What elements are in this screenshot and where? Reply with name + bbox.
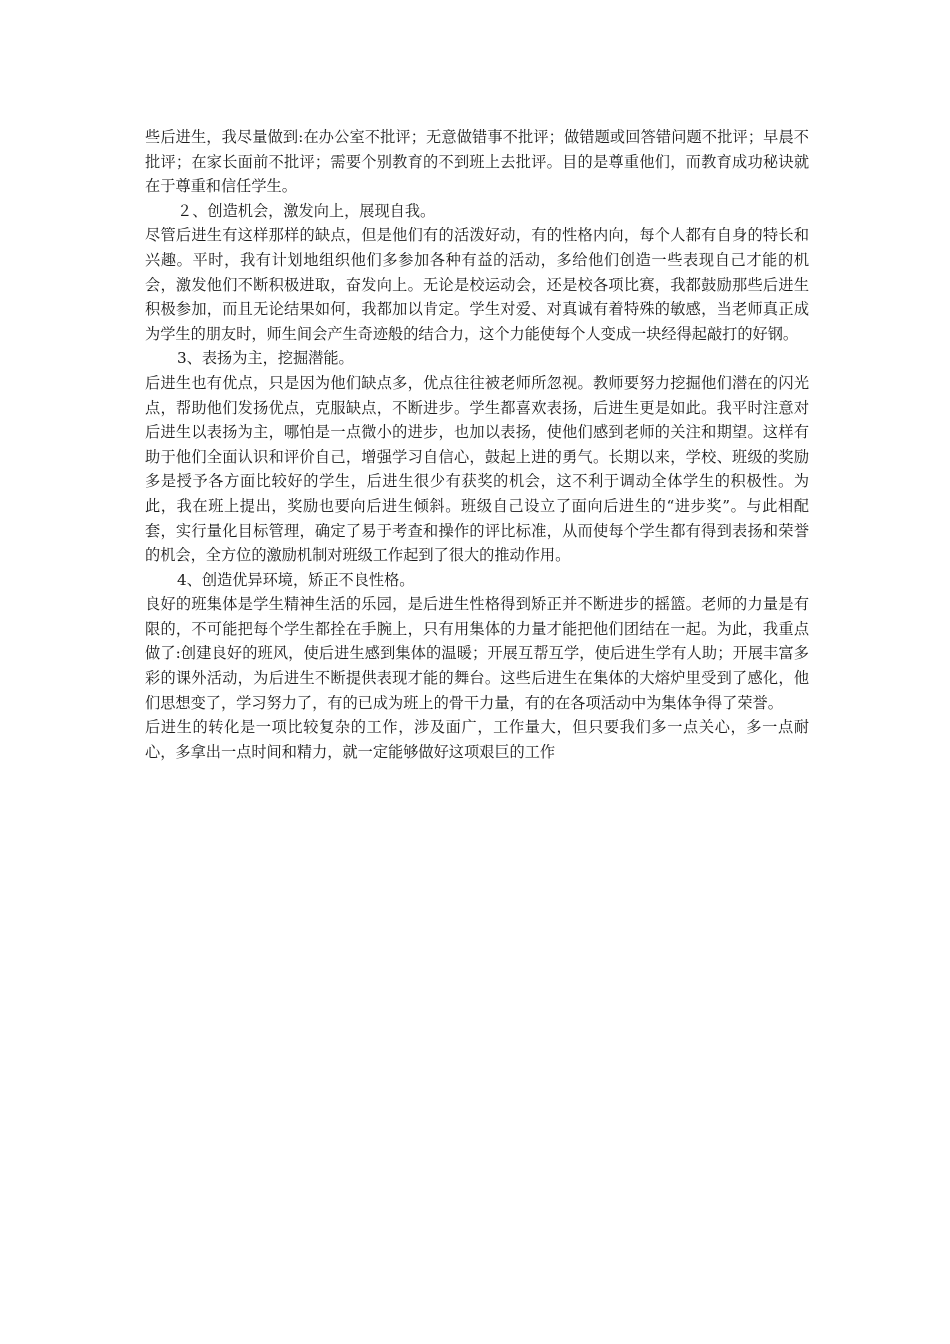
section-heading-2: ２、创造机会，激发向上，展现自我。 [177,201,436,220]
paragraph-conclusion: 后进生的转化是一项比较复杂的工作，涉及面广，工作量大，但只要我们多一点关心，多一点耐心，多拿出一点时间和精力，就一定能够做好这项艰巨的工作 [145,718,809,761]
paragraph-2: 尽管后进生有这样那样的缺点，但是他们有的活泼好动，有的性格内向，每个人都有自身的特长和兴趣。平时，我有计划地组织他们多参加各种有益的活动，多给他们创造一些表现自己才能的机会，激发他们不断积极进取，奋发向上。无论是校运动会，还是校各项比赛，我都鼓励那些后进生积极参加，而且无论结果如何，我都加以肯定。学生对爱、对真诚有着特殊的敏感，当老师真正成为学生的朋友时，师生间会产生奇迹般的结合力，这个力能使每个人变成一块经得起敲打的好钢。 [145,226,809,343]
paragraph-3: 后进生也有优点，只是因为他们缺点多，优点往往被老师所忽视。教师要努力挖掘他们潜在的闪光点，帮助他们发扬优点，克服缺点，不断进步。学生都喜欢表扬，后进生更是如此。我平时注意对后进生以表扬为主，哪怕是一点微小的进步，也加以表扬，使他们感到老师的关注和期望。这样有助于他们全面认识和评价自己，增强学习自信心，鼓起上进的勇气。长期以来，学校、班级的奖励多是授予各方面比较好的学生，后进生很少有获奖的机会，这不利于调动全体学生的积极性。为此，我在班上提出，奖励也要向后进生倾斜。班级自己设立了面向后进生的“进步奖”。与此相配套，实行量化目标管理，确定了易于考查和操作的评比标准，从而使每个学生都有得到表扬和荣誉的机会，全方位的激励机制对班级工作起到了很大的推动作用。 [145,373,809,565]
section-heading-3: 3、表扬为主，挖掘潜能。 [177,349,354,368]
section-heading-4: 4、创造优异环境，矫正不良性格。 [177,570,415,589]
paragraph-1: 些后进生，我尽量做到:在办公室不批评；无意做错事不批评；做错题或回答错问题不批评；早晨不批评；在家长面前不批评；需要个别教育的不到班上去批评。目的是尊重他们，而教育成功秘诀就在于尊重和信任学生。 [145,128,809,196]
paragraph-4: 良好的班集体是学生精神生活的乐园，是后进生性格得到矫正并不断进步的摇篮。老师的力量是有限的，不可能把每个学生都拴在手腕上，只有用集体的力量才能把他们团结在一起。为此，我重点做了:创建良好的班风，使后进生感到集体的温暖；开展互帮互学，使后进生学有人助；开展丰富多彩的课外活动，为后进生不断提供表现才能的舞台。这些后进生在集体的大熔炉里受到了感化，他们思想变了，学习努力了，有的已成为班上的骨干力量，有的在各项活动中为集体争得了荣誉。 [145,595,809,712]
document-body [145,125,809,764]
